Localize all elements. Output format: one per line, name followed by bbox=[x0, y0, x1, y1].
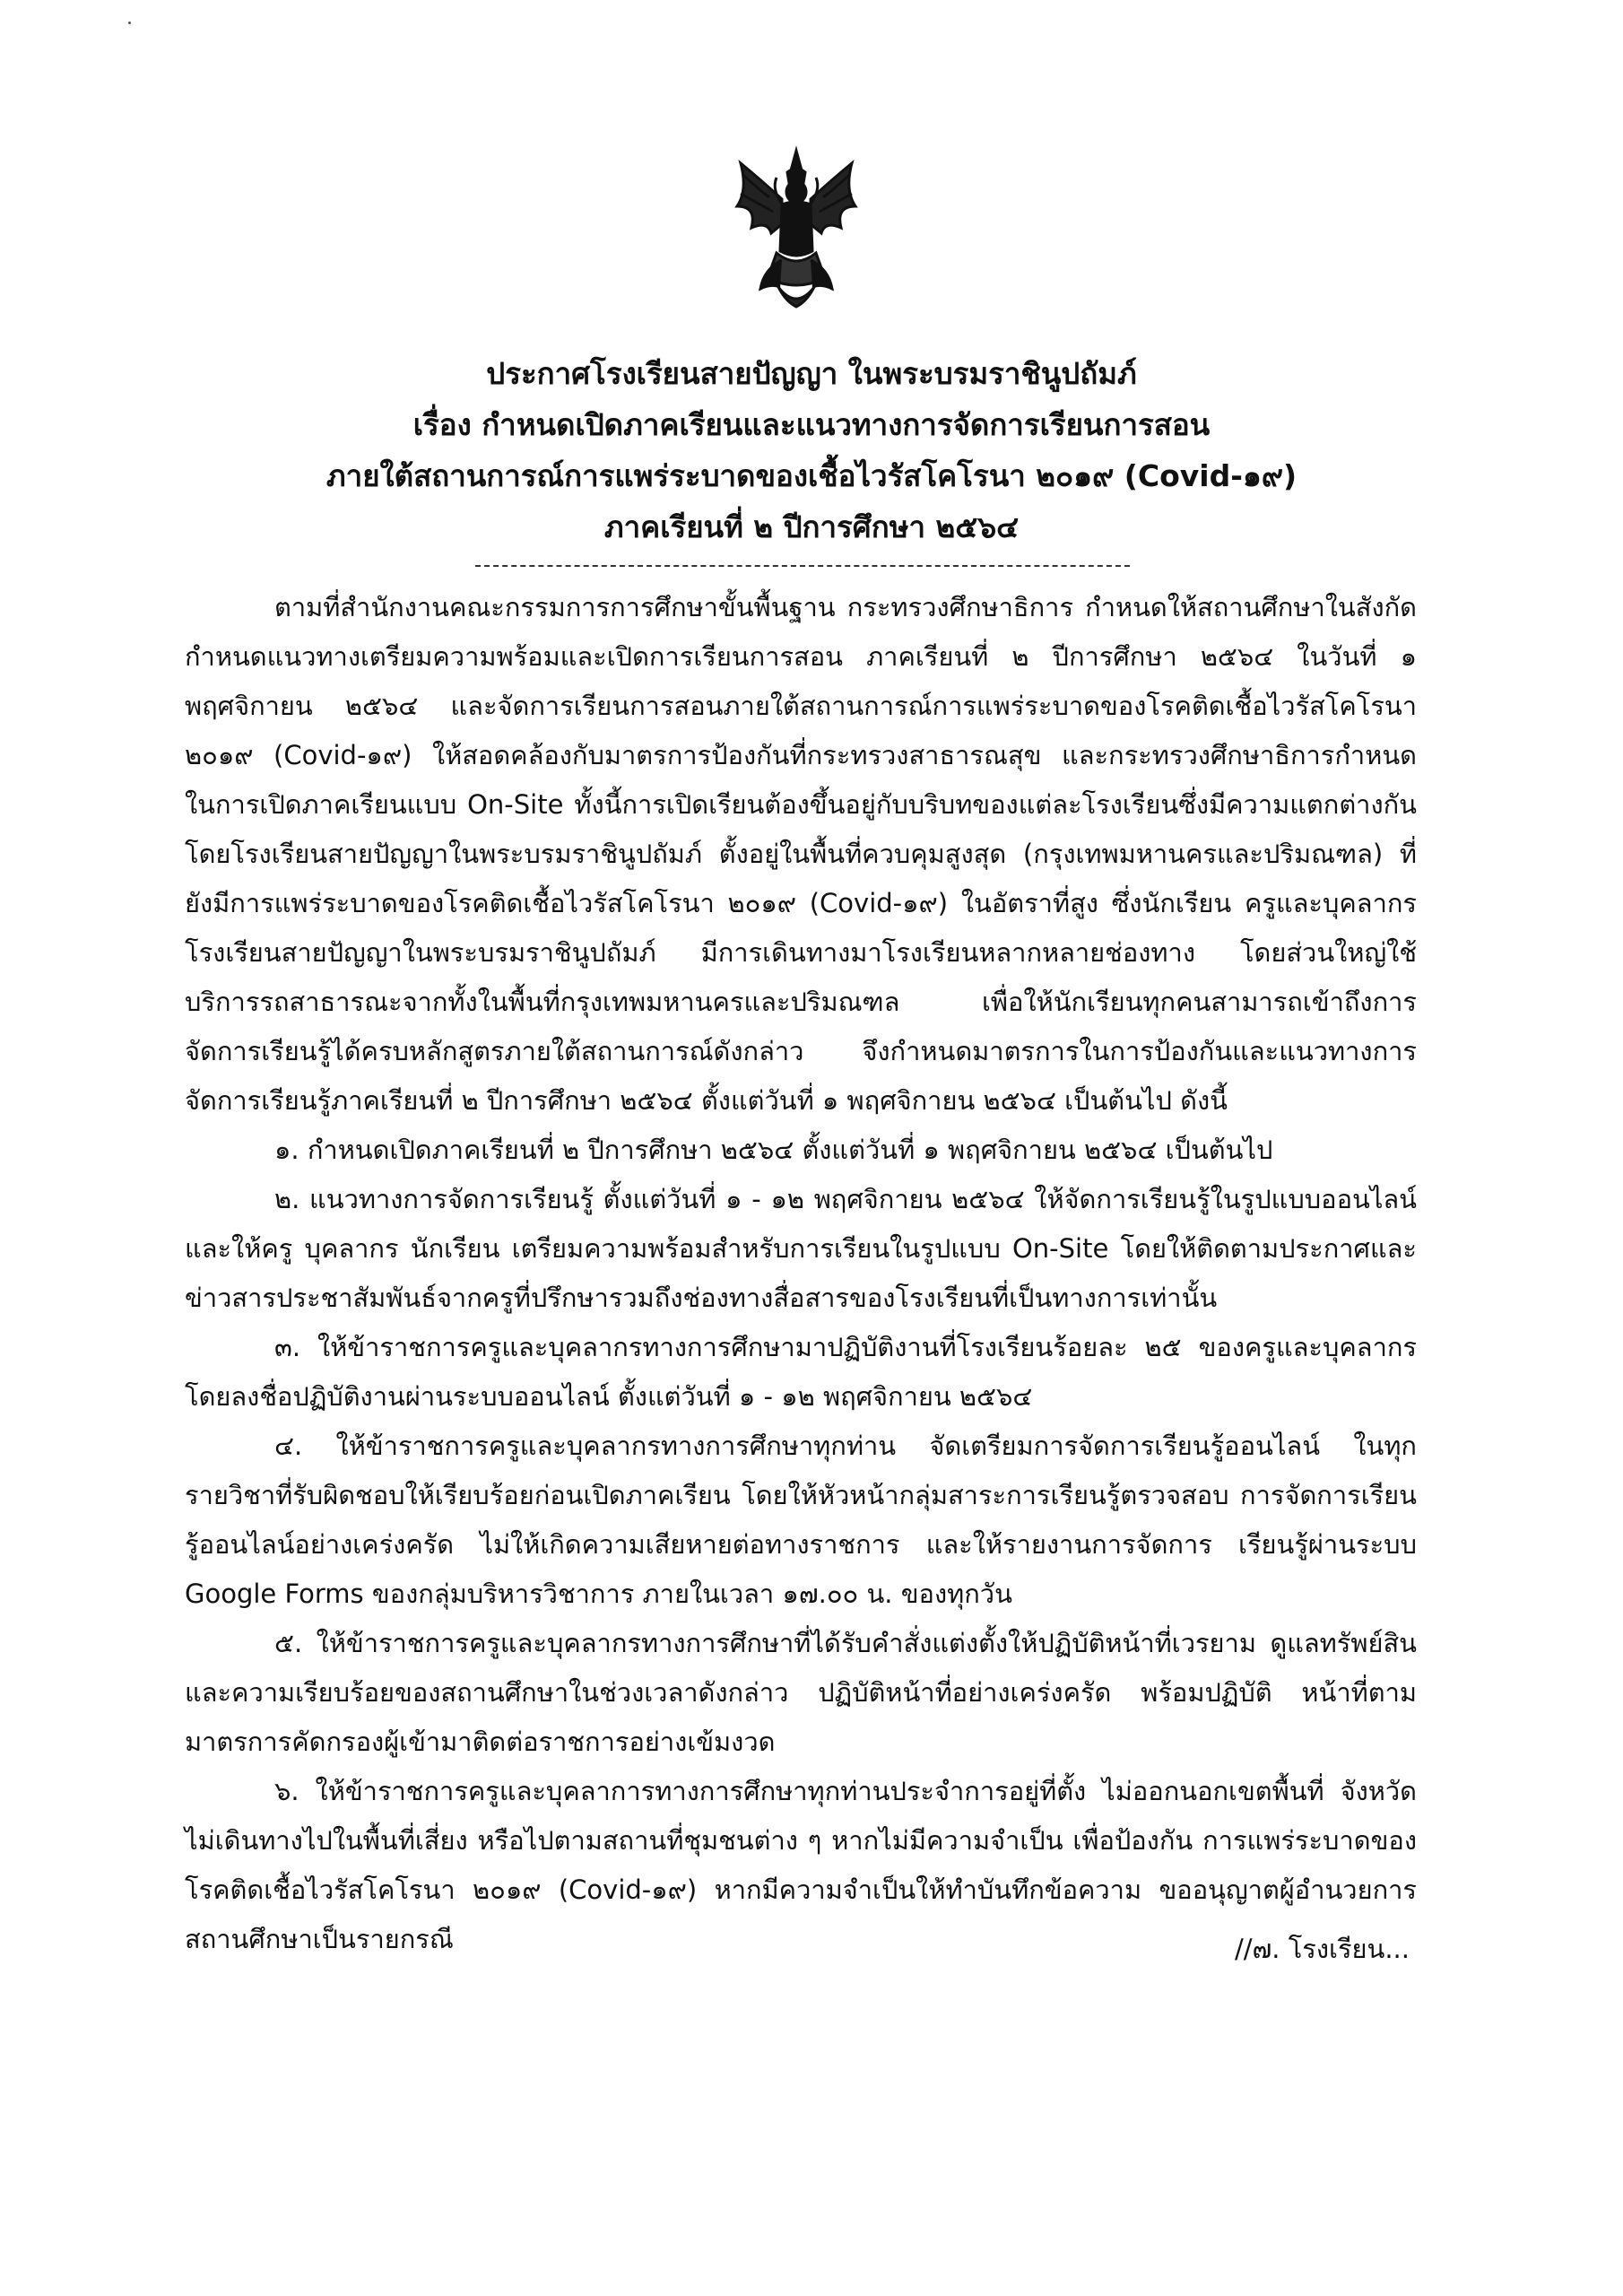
item-2: ๒. แนวทางการจัดการเรียนรู้ ตั้งแต่วันที่ ๑ - ๑๒ พฤศจิกายน ๒๕๖๔ ให้จัดการเรียนรู้ในรูปแบบออนไลน์ และให้ครู บุคลากร นักเรียน เตรียมความพร้อมสำหรับการเรียนในรูปแบบ On-Site โดยให้ติดตามประกาศและข่าวสารประชาสัมพันธ์จากครูที่ปรึกษารวมถึงช่องทางสื่อสารของโรงเรียนที่เป็นทางการเท่านั้น bbox=[185, 1184, 1417, 1313]
separator-line bbox=[475, 565, 1130, 567]
page-continuation: //๗. โรงเรียน... bbox=[1234, 1934, 1410, 1964]
item-3: ๓. ให้ข้าราชการครูและบุคลากรทางการศึกษามาปฏิบัติงานที่โรงเรียนร้อยละ ๒๕ ของครูและบุคลากร โดยลงชื่อปฏิบัติงานผ่านระบบออนไลน์ ตั้งแต่วันที่ ๑ - ๑๒ พฤศจิกายน ๒๕๖๔ bbox=[185, 1332, 1417, 1412]
intro-paragraph: ตามที่สำนักงานคณะกรรมการการศึกษาขั้นพื้นฐาน กระทรวงศึกษาธิการ กำหนดให้สถานศึกษาในสังกัด กำหนดแนวทางเตรียมความพร้อมและเปิดการเรียนการสอน ภาคเรียนที่ ๒ ปีการศึกษา ๒๕๖๔ ในวันที่ ๑ พฤศจิกายน ๒๕๖๔ และจัดการเรียนการสอนภายใต้สถานการณ์การแพร่ระบาดของโรคติดเชื้อไวรัสโคโรนา ๒๐๑๙ (Covid-๑๙) ให้สอดคล้องกับมาตรการป้องกันที่กระทรวงสาธารณสุข และกระทรวงศึกษาธิการกำหนด ในการเปิดภาคเรียนแบบ On-Site ทั้งนี้การเปิดเรียนต้องขึ้นอยู่กับบริบทของแต่ละโรงเรียนซึ่งมีความแตกต่างกัน โดยโรงเรียนสายปัญญาในพระบรมราชินูปถัมภ์ ตั้งอยู่ในพื้นที่ควบคุมสูงสุด (กรุงเทพมหานครและปริมณฑล) ที่ยังมีการแพร่ระบาดของโรคติดเชื้อไวรัสโคโรนา ๒๐๑๙ (Covid-๑๙) ในอัตราที่สูง ซึ่งนักเรียน ครูและบุคลากรโรงเรียนสายปัญญาในพระบรมราชินูปถัมภ์ มีการเดินทางมาโรงเรียนหลากหลายช่องทาง โดยส่วนใหญ่ใช้บริการรถสาธารณะจากทั้งในพื้นที่กรุงเทพมหานครและปริมณฑล เพื่อให้นักเรียนทุกคนสามารถเข้าถึงการจัดการเรียนรู้ได้ครบหลักสูตรภายใต้สถานการณ์ดังกล่าว จึงกำหนดมาตรการในการป้องกันและแนวทางการจัดการเรียนรู้ภาคเรียนที่ ๒ ปีการศึกษา ๒๕๖๔ ตั้งแต่วันที่ ๑ พฤศจิกายน ๒๕๖๔ เป็นต้นไป ดังนี้ bbox=[185, 592, 1417, 1116]
title-line-3: ภายใต้สถานการณ์การแพร่ระบาดของเชื้อไวรัสโคโรนา ๒๐๑๙ (Covid-๑๙) bbox=[325, 458, 1298, 493]
item-4: ๔. ให้ข้าราชการครูและบุคลากรทางการศึกษาทุกท่าน จัดเตรียมการจัดการเรียนรู้ออนไลน์ ในทุกรายวิชาที่รับผิดชอบให้เรียบร้อยก่อนเปิดภาคเรียน โดยให้หัวหน้ากลุ่มสาระการเรียนรู้ตรวจสอบ การจัดการเรียนรู้ออนไลน์อย่างเคร่งครัด ไม่ให้เกิดความเสียหายต่อทางราชการ และให้รายงานการจัดการ เรียนรู้ผ่านระบบ Google Forms ของกลุ่มบริหารวิชาการ ภายในเวลา ๑๗.๐๐ น. ของทุกวัน bbox=[185, 1431, 1417, 1609]
item-6: ๖. ให้ข้าราชการครูและบุคลาการทางการศึกษาทุกท่านประจำการอยู่ที่ตั้ง ไม่ออกนอกเขตพื้นที่ จังหวัด ไม่เดินทางไปในพื้นที่เสี่ยง หรือไปตามสถานที่ชุมชนต่าง ๆ หากไม่มีความจำเป็น เพื่อป้องกัน การแพร่ระบาดของโรคติดเชื้อไวรัสโคโรนา ๒๐๑๙ (Covid-๑๙) หากมีความจำเป็นให้ทำบันทึกข้อความ ขออนุญาตผู้อำนวยการสถานศึกษาเป็นรายกรณี bbox=[185, 1776, 1417, 1954]
item-1: ๑. กำหนดเปิดภาคเรียนที่ ๒ ปีการศึกษา ๒๕๖๔ ตั้งแต่วันที่ ๑ พฤศจิกายน ๒๕๖๔ เป็นต้นไป bbox=[274, 1135, 1273, 1165]
announcement-header bbox=[188, 348, 1435, 552]
scan-speck bbox=[128, 22, 131, 24]
item-5: ๕. ให้ข้าราชการครูและบุคลากรทางการศึกษาที่ได้รับคำสั่งแต่งตั้งให้ปฏิบัติหน้าที่เวรยาม ดูแลทรัพย์สินและความเรียบร้อยของสถานศึกษาในช่วงเวลาดังกล่าว ปฏิบัติหน้าที่อย่างเคร่งครัด พร้อมปฏิบัติ หน้าที่ตามมาตรการคัดกรองผู้เข้ามาติดต่อราชการอย่างเข้มงวด bbox=[185, 1628, 1417, 1757]
announcement-body bbox=[185, 583, 1417, 1964]
garuda-emblem bbox=[725, 144, 868, 314]
title-line-2: เรื่อง กำหนดเปิดภาคเรียนและแนวทางการจัดการเรียนการสอน bbox=[412, 407, 1211, 442]
garuda-icon bbox=[725, 144, 868, 314]
title-line-1: ประกาศโรงเรียนสายปัญญา ในพระบรมราชินูปถัมภ์ bbox=[486, 356, 1137, 391]
title-line-4: ภาคเรียนที่ ๒ ปีการศึกษา ๒๕๖๔ bbox=[603, 509, 1020, 544]
